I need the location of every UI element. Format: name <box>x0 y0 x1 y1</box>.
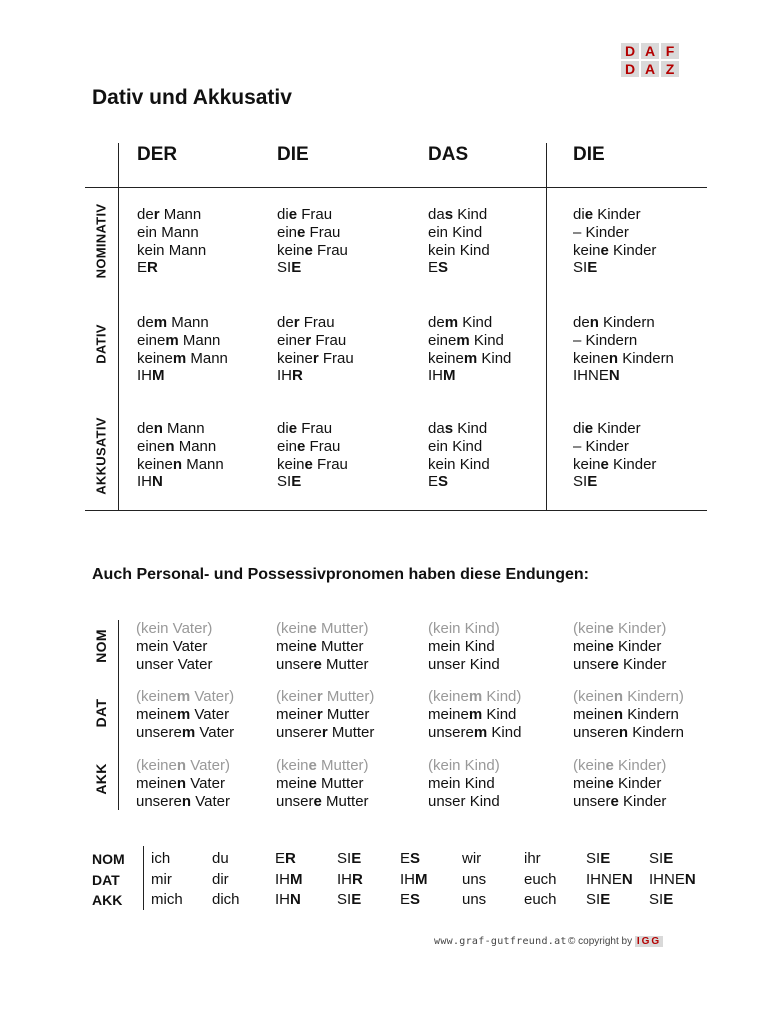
pron-label-akk: AKK <box>92 892 123 908</box>
negative-article-line: (keine Mutter) <box>276 620 369 637</box>
pronoun-text: euch <box>524 871 557 888</box>
pronoun-text: IHM <box>400 871 428 888</box>
pronoun-cell <box>337 871 363 888</box>
declension-line: ES <box>428 473 449 491</box>
declension-line: das Kind <box>428 206 488 223</box>
declension-line: keinem Kind <box>428 349 512 367</box>
pronoun-cell <box>337 850 361 867</box>
pronoun-cell <box>649 891 673 908</box>
possessive-cell <box>136 620 212 673</box>
declension-line: IHR <box>277 367 303 385</box>
poss-row-label-dat: DAT <box>93 698 109 728</box>
possessive-cell <box>276 688 374 741</box>
possessive-cell <box>276 757 369 810</box>
pronoun-cell <box>275 850 296 867</box>
pronoun-cell <box>400 871 428 888</box>
pronoun-text: IHR <box>337 871 363 888</box>
logo-letter: A <box>641 61 659 77</box>
pronoun-text: dich <box>212 891 240 908</box>
declension-line: SIE <box>277 473 302 491</box>
declension-line: den Kindern <box>573 314 655 331</box>
pronoun-cell <box>212 850 229 867</box>
possessive-line: unsere Mutter <box>276 655 369 673</box>
declension-line: der Mann <box>137 206 202 223</box>
pronoun-cell <box>586 850 610 867</box>
pronoun-cell <box>524 850 541 867</box>
declension-line: eine Frau <box>277 223 341 241</box>
declension-line: die Frau <box>277 206 333 223</box>
pronoun-text: uns <box>462 891 487 908</box>
possessive-line: meinen Vater <box>136 774 225 792</box>
pronoun-text: IHNEN <box>649 871 696 888</box>
row-label-nominativ: NOMINATIV <box>93 203 109 279</box>
pronoun-text: dir <box>212 871 229 888</box>
pronoun-cell <box>462 850 481 867</box>
row-label-dativ: DATIV <box>93 324 109 364</box>
declension-line: einer Frau <box>277 331 347 349</box>
declension-line: keinem Mann <box>137 349 228 367</box>
declension-line: das Kind <box>428 420 488 437</box>
pronoun-text: uns <box>462 871 487 888</box>
negative-article-line: (keinen Vater) <box>136 757 230 774</box>
possessive-line: unser Kind <box>428 792 500 810</box>
declension-line: ER <box>137 259 158 277</box>
logo-letter: A <box>641 43 659 59</box>
possessive-line: unserem Kind <box>428 723 522 741</box>
pronoun-cell <box>462 871 486 888</box>
declension-cell <box>428 420 490 491</box>
possessive-line: meinen Kindern <box>573 705 679 723</box>
possessive-line: unseren Vater <box>136 792 230 810</box>
declension-line: – Kindern <box>573 331 638 349</box>
logo-letter: Z <box>661 61 679 77</box>
table-divider-vertical-plural <box>546 143 547 510</box>
possessive-cell <box>573 620 666 673</box>
negative-article-line: (keine Mutter) <box>276 757 369 774</box>
declension-cell <box>428 206 490 277</box>
possessive-cell <box>573 757 666 810</box>
row-label-akkusativ: AKKUSATIV <box>93 417 109 495</box>
declension-line: SIE <box>573 473 598 491</box>
logo-letter: D <box>621 43 639 59</box>
pronoun-cell <box>337 891 361 908</box>
declension-cell <box>137 314 228 385</box>
possessive-line: mein Kind <box>428 637 495 655</box>
declension-cell <box>277 314 354 385</box>
column-header-die-plural: DIE <box>573 144 605 165</box>
pronoun-text: IHNEN <box>586 871 633 888</box>
pronoun-cell <box>524 871 557 888</box>
declension-line: SIE <box>573 259 598 277</box>
declension-cell <box>573 314 674 385</box>
possessive-line: unseren Kindern <box>573 723 684 741</box>
pronoun-text: ES <box>400 891 421 908</box>
possessive-cell <box>428 757 500 810</box>
possessive-line: meine Kinder <box>573 637 662 655</box>
footer-url: www.graf-gutfreund.at <box>434 936 567 947</box>
pronoun-cell <box>586 871 633 888</box>
possessive-cell <box>428 620 500 673</box>
declension-line: keinen Kindern <box>573 349 674 367</box>
declension-line: die Kinder <box>573 420 641 437</box>
poss-row-label-nom: NOM <box>93 629 109 663</box>
declension-line: kein Kind <box>428 455 490 473</box>
possessive-line: unserer Mutter <box>276 723 375 741</box>
declension-line: dem Mann <box>137 314 209 331</box>
declension-line: – Kinder <box>573 223 629 241</box>
pron-label-dat: DAT <box>92 872 120 888</box>
declension-line: ein Mann <box>137 223 199 241</box>
possessive-line: meiner Mutter <box>276 705 370 723</box>
declension-line: ein Kind <box>428 223 483 241</box>
declension-cell <box>137 420 224 491</box>
declension-cell <box>277 420 348 491</box>
page-title: Dativ und Akkusativ <box>92 86 292 109</box>
pronoun-cell <box>151 850 170 867</box>
pron-label-nom: NOM <box>92 851 125 867</box>
negative-article-line: (keinem Vater) <box>136 688 235 705</box>
pronoun-text: SIE <box>586 850 611 867</box>
declension-line: einem Kind <box>428 331 504 349</box>
pronoun-text: wir <box>462 850 482 867</box>
column-header-das: DAS <box>428 144 469 165</box>
declension-cell <box>573 420 656 491</box>
declension-line: dem Kind <box>428 314 493 331</box>
pronoun-text: ER <box>275 850 296 867</box>
table-divider-vertical-left <box>118 143 119 510</box>
declension-line: keine Frau <box>277 241 348 259</box>
pronoun-cell <box>649 850 673 867</box>
logo-letter: D <box>621 61 639 77</box>
possessive-cell <box>573 688 684 741</box>
negative-article-line: (keinem Kind) <box>428 688 522 705</box>
negative-article-line: (keiner Mutter) <box>276 688 375 705</box>
pronoun-text: mir <box>151 871 172 888</box>
negative-article-line: (keine Kinder) <box>573 757 667 774</box>
possessive-line: unser Kind <box>428 655 500 673</box>
pronoun-cell <box>524 891 557 908</box>
table-divider-header <box>85 187 707 188</box>
pronoun-cell <box>275 871 303 888</box>
declension-line: kein Kind <box>428 241 490 259</box>
negative-article-line: (keine Kinder) <box>573 620 667 637</box>
footer-copyright <box>568 936 663 947</box>
pronoun-cell <box>400 850 420 867</box>
possessive-cell <box>136 757 230 810</box>
copyright-text: © copyright by <box>568 936 633 947</box>
poss-row-label-akk: AKK <box>93 763 109 795</box>
declension-line: keinen Mann <box>137 455 224 473</box>
pronoun-text: du <box>212 850 229 867</box>
pron-table-divider <box>143 846 144 910</box>
poss-table-divider <box>118 620 119 810</box>
declension-line: keine Kinder <box>573 241 657 259</box>
negative-article-line: (kein Kind) <box>428 620 500 637</box>
possessive-line: meine Kinder <box>573 774 662 792</box>
declension-line: die Frau <box>277 420 333 437</box>
declension-line: ein Kind <box>428 437 483 455</box>
declension-line: IHM <box>428 367 456 385</box>
pronoun-text: SIE <box>586 891 611 908</box>
possessive-line: unsere Kinder <box>573 655 667 673</box>
pronoun-cell <box>586 891 610 908</box>
possessive-line: mein Kind <box>428 774 495 792</box>
table-divider-bottom <box>85 510 707 511</box>
declension-line: kein Mann <box>137 241 207 259</box>
declension-line: IHNEN <box>573 367 620 385</box>
declension-line: ES <box>428 259 449 277</box>
column-header-der: DER <box>137 144 178 165</box>
declension-line: den Mann <box>137 420 205 437</box>
negative-article-line: (kein Kind) <box>428 757 500 774</box>
pronoun-text: IHM <box>275 871 303 888</box>
negative-article-line: (kein Vater) <box>136 620 213 637</box>
declension-line: keiner Frau <box>277 349 354 367</box>
possessive-cell <box>428 688 521 741</box>
pronoun-cell <box>212 871 229 888</box>
pronoun-cell <box>400 891 420 908</box>
declension-cell <box>428 314 511 385</box>
declension-line: keine Frau <box>277 455 348 473</box>
possessive-cell <box>136 688 234 741</box>
pronoun-text: euch <box>524 891 557 908</box>
daf-daz-logo <box>621 43 679 77</box>
pronoun-text: SIE <box>649 891 674 908</box>
possessive-line: unser Vater <box>136 655 213 673</box>
pronoun-cell <box>649 871 696 888</box>
section-subtitle: Auch Personal- und Possessivpronomen haben diese Endungen: <box>92 566 589 583</box>
declension-cell <box>277 206 348 277</box>
logo-letter: F <box>661 43 679 59</box>
declension-line: SIE <box>277 259 302 277</box>
possessive-line: meinem Vater <box>136 705 230 723</box>
pronoun-cell <box>462 891 486 908</box>
declension-line: IHN <box>137 473 163 491</box>
declension-line: eine Frau <box>277 437 341 455</box>
declension-line: – Kinder <box>573 437 629 455</box>
pronoun-text: IHN <box>275 891 301 908</box>
possessive-line: unsere Kinder <box>573 792 667 810</box>
declension-line: keine Kinder <box>573 455 657 473</box>
pronoun-cell <box>151 891 183 908</box>
pronoun-cell <box>151 871 172 888</box>
declension-line: einen Mann <box>137 437 217 455</box>
declension-line: die Kinder <box>573 206 641 223</box>
declension-line: einem Mann <box>137 331 221 349</box>
possessive-cell <box>276 620 369 673</box>
pronoun-text: ich <box>151 850 171 867</box>
declension-cell <box>573 206 656 277</box>
pronoun-text: mich <box>151 891 183 908</box>
pronoun-text: SIE <box>337 850 362 867</box>
column-header-die-feminine: DIE <box>277 144 309 165</box>
pronoun-text: SIE <box>649 850 674 867</box>
possessive-line: meinem Kind <box>428 705 517 723</box>
pronoun-cell <box>212 891 240 908</box>
possessive-line: unsere Mutter <box>276 792 369 810</box>
pronoun-cell <box>275 891 301 908</box>
pronoun-text: SIE <box>337 891 362 908</box>
possessive-line: mein Vater <box>136 637 208 655</box>
possessive-line: meine Mutter <box>276 637 364 655</box>
pronoun-text: ES <box>400 850 421 867</box>
declension-cell <box>137 206 206 277</box>
negative-article-line: (keinen Kindern) <box>573 688 684 705</box>
possessive-line: meine Mutter <box>276 774 364 792</box>
pronoun-text: ihr <box>524 850 541 867</box>
declension-line: der Frau <box>277 314 335 331</box>
possessive-line: unserem Vater <box>136 723 235 741</box>
declension-line: IHM <box>137 367 165 385</box>
igg-brand-logo: IGG <box>636 936 662 947</box>
